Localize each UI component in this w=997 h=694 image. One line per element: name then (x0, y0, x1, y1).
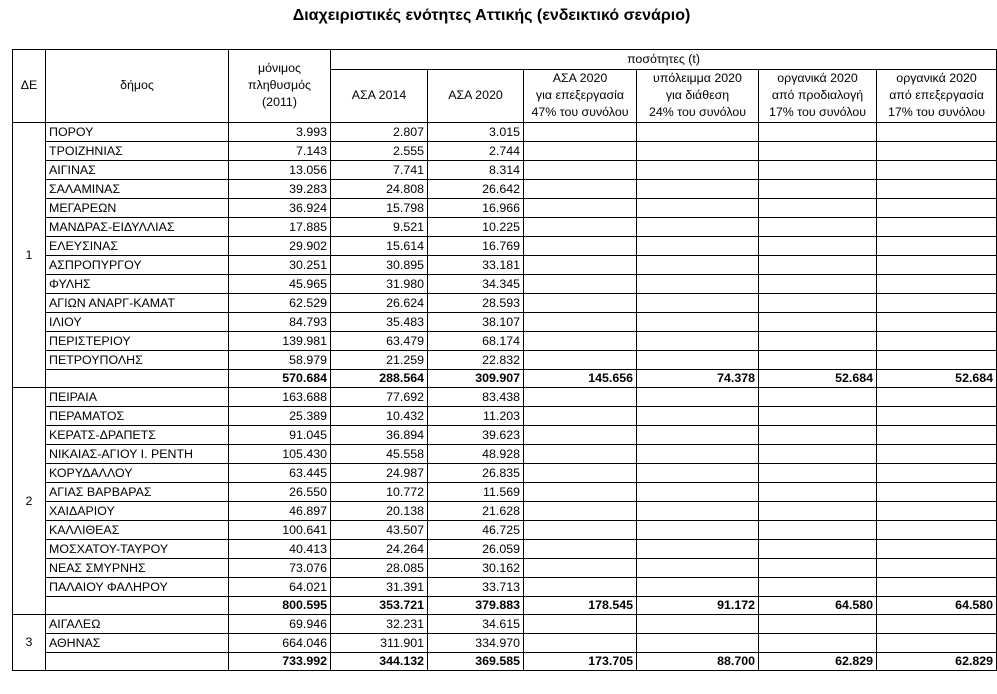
processing-cell (524, 482, 637, 501)
processing-cell (524, 614, 637, 633)
header-asa2020: ΑΣΑ 2020 (428, 70, 524, 123)
organic-processing-cell (877, 633, 997, 652)
asa2020-cell: 16.966 (428, 198, 524, 217)
municipality-name: ΚΕΡΑΤΣ-ΔΡΑΠΕΤΣ (46, 425, 229, 444)
population-cell: 39.283 (229, 179, 331, 198)
total-organic-sorting: 64.580 (759, 596, 877, 614)
total-asa2020: 369.585 (428, 652, 524, 670)
asa2020-cell: 34.345 (428, 274, 524, 293)
header-organic-processing-line: από επεξεργασία (889, 88, 984, 103)
organic-sorting-cell (759, 614, 877, 633)
organic-processing-cell (877, 501, 997, 520)
organic-processing-cell (877, 539, 997, 558)
header-quantities: ποσότητες (t) (331, 50, 997, 70)
asa2020-cell: 22.832 (428, 350, 524, 369)
municipality-name: ΜΟΣΧΑΤΟΥ-ΤΑΥΡΟΥ (46, 539, 229, 558)
asa2020-cell: 46.725 (428, 520, 524, 539)
population-cell: 64.021 (229, 577, 331, 596)
table-row (13, 614, 997, 633)
processing-cell (524, 198, 637, 217)
total-asa2014: 288.564 (331, 369, 428, 387)
total-population: 733.992 (229, 652, 331, 670)
header-processing-line: ΑΣΑ 2020 (552, 71, 608, 85)
organic-processing-cell (877, 425, 997, 444)
table-row (13, 482, 997, 501)
total-population: 570.684 (229, 369, 331, 387)
table-body (13, 122, 997, 670)
processing-cell (524, 501, 637, 520)
population-cell: 17.885 (229, 217, 331, 236)
processing-cell (524, 633, 637, 652)
residual-cell (637, 160, 759, 179)
total-row (13, 369, 997, 387)
organic-sorting-cell (759, 520, 877, 539)
organic-sorting-cell (759, 633, 877, 652)
header-organic-sorting-line: 17% του συνόλου (768, 105, 867, 120)
organic-sorting-cell (759, 274, 877, 293)
total-processing: 173.705 (524, 652, 637, 670)
residual-cell (637, 198, 759, 217)
asa2020-cell: 34.615 (428, 614, 524, 633)
asa2020-cell: 2.744 (428, 141, 524, 160)
municipality-name: ΠΕΙΡΑΙΑ (46, 387, 229, 406)
organic-processing-cell (877, 406, 997, 425)
municipality-name: ΚΑΛΛΙΘΕΑΣ (46, 520, 229, 539)
residual-cell (637, 274, 759, 293)
group-number: 1 (13, 122, 46, 387)
total-organic-processing: 64.580 (877, 596, 997, 614)
asa2020-cell: 26.642 (428, 179, 524, 198)
organic-sorting-cell (759, 350, 877, 369)
header-population (229, 50, 331, 123)
processing-cell (524, 350, 637, 369)
residual-cell (637, 179, 759, 198)
residual-cell (637, 633, 759, 652)
organic-processing-cell (877, 614, 997, 633)
organic-sorting-cell (759, 577, 877, 596)
municipality-name: ΧΑΙΔΑΡΙΟΥ (46, 501, 229, 520)
municipality-name: ΠΟΡΟΥ (46, 122, 229, 141)
population-cell: 7.143 (229, 141, 331, 160)
residual-cell (637, 482, 759, 501)
population-cell: 26.550 (229, 482, 331, 501)
asa2020-cell: 30.162 (428, 558, 524, 577)
asa2014-cell: 20.138 (331, 501, 428, 520)
total-organic-processing: 62.829 (877, 652, 997, 670)
processing-cell (524, 236, 637, 255)
population-cell: 73.076 (229, 558, 331, 577)
table-row (13, 350, 997, 369)
header-organic-sorting-line: οργανικά 2020 (777, 71, 858, 85)
organic-sorting-cell (759, 293, 877, 312)
population-cell: 45.965 (229, 274, 331, 293)
header-population-line: μόνιμος (258, 61, 301, 75)
residual-cell (637, 614, 759, 633)
table-row (13, 444, 997, 463)
asa2014-cell: 26.624 (331, 293, 428, 312)
organic-sorting-cell (759, 160, 877, 179)
processing-cell (524, 539, 637, 558)
asa2014-cell: 24.987 (331, 463, 428, 482)
data-table (12, 49, 997, 671)
organic-processing-cell (877, 482, 997, 501)
header-residual-line: για διάθεση (665, 88, 730, 103)
residual-cell (637, 520, 759, 539)
table-row (13, 122, 997, 141)
header-organic-processing (877, 70, 997, 123)
municipality-name: ΣΑΛΑΜΙΝΑΣ (46, 179, 229, 198)
table-row (13, 331, 997, 350)
processing-cell (524, 217, 637, 236)
organic-processing-cell (877, 122, 997, 141)
municipality-name: ΑΘΗΝΑΣ (46, 633, 229, 652)
organic-sorting-cell (759, 387, 877, 406)
asa2014-cell: 28.085 (331, 558, 428, 577)
residual-cell (637, 463, 759, 482)
total-residual: 91.172 (637, 596, 759, 614)
population-cell: 30.251 (229, 255, 331, 274)
header-processing-line: για επεξεργασία (535, 88, 625, 103)
organic-sorting-cell (759, 141, 877, 160)
asa2014-cell: 10.772 (331, 482, 428, 501)
header-population-line: πληθυσμός (248, 78, 311, 93)
organic-processing-cell (877, 444, 997, 463)
asa2014-cell: 21.259 (331, 350, 428, 369)
total-asa2014: 344.132 (331, 652, 428, 670)
header-organic-processing-line: 17% του συνόλου (888, 105, 986, 120)
municipality-name: ΕΛΕΥΣΙΝΑΣ (46, 236, 229, 255)
population-cell: 36.924 (229, 198, 331, 217)
asa2020-cell: 39.623 (428, 425, 524, 444)
residual-cell (637, 387, 759, 406)
residual-cell (637, 312, 759, 331)
municipality-name: ΑΓΙΩΝ ΑΝΑΡΓ-ΚΑΜΑΤ (46, 293, 229, 312)
organic-processing-cell (877, 236, 997, 255)
asa2014-cell: 32.231 (331, 614, 428, 633)
residual-cell (637, 255, 759, 274)
residual-cell (637, 217, 759, 236)
asa2014-cell: 30.895 (331, 255, 428, 274)
municipality-name: ΜΑΝΔΡΑΣ-ΕΙΔΥΛΛΙΑΣ (46, 217, 229, 236)
processing-cell (524, 444, 637, 463)
total-organic-processing: 52.684 (877, 369, 997, 387)
header-residual (637, 70, 759, 123)
table-row (13, 236, 997, 255)
population-cell: 40.413 (229, 539, 331, 558)
population-cell: 139.981 (229, 331, 331, 350)
population-cell: 58.979 (229, 350, 331, 369)
municipality-name: ΠΑΛΑΙΟΥ ΦΑΛΗΡΟΥ (46, 577, 229, 596)
table-row (13, 463, 997, 482)
asa2014-cell: 15.614 (331, 236, 428, 255)
population-cell: 69.946 (229, 614, 331, 633)
population-cell: 13.056 (229, 160, 331, 179)
residual-cell (637, 122, 759, 141)
population-cell: 29.902 (229, 236, 331, 255)
organic-sorting-cell (759, 255, 877, 274)
asa2014-cell: 2.555 (331, 141, 428, 160)
table-row (13, 312, 997, 331)
population-cell: 3.993 (229, 122, 331, 141)
processing-cell (524, 425, 637, 444)
residual-cell (637, 331, 759, 350)
organic-sorting-cell (759, 122, 877, 141)
municipality-name: ΠΕΡΙΣΤΕΡΙΟΥ (46, 331, 229, 350)
organic-processing-cell (877, 179, 997, 198)
processing-cell (524, 274, 637, 293)
municipality-name: ΜΕΓΑΡΕΩΝ (46, 198, 229, 217)
residual-cell (637, 577, 759, 596)
asa2020-cell: 3.015 (428, 122, 524, 141)
table-row (13, 255, 997, 274)
asa2020-cell: 83.438 (428, 387, 524, 406)
residual-cell (637, 141, 759, 160)
organic-processing-cell (877, 350, 997, 369)
municipality-name: ΦΥΛΗΣ (46, 274, 229, 293)
asa2014-cell: 311.901 (331, 633, 428, 652)
processing-cell (524, 255, 637, 274)
population-cell: 100.641 (229, 520, 331, 539)
table-row (13, 406, 997, 425)
asa2014-cell: 31.391 (331, 577, 428, 596)
asa2014-cell: 43.507 (331, 520, 428, 539)
asa2014-cell: 45.558 (331, 444, 428, 463)
processing-cell (524, 293, 637, 312)
header-organic-sorting-line: από προδιαλογή (771, 88, 864, 103)
asa2014-cell: 35.483 (331, 312, 428, 331)
organic-sorting-cell (759, 501, 877, 520)
municipality-name: ΑΙΓΙΝΑΣ (46, 160, 229, 179)
page-title: Διαχειριστικές ενότητες Αττικής (ενδεικτικό σενάριο) (292, 7, 691, 24)
total-label-cell (46, 596, 229, 614)
header-dimos: δήμος (46, 50, 229, 123)
organic-sorting-cell (759, 406, 877, 425)
processing-cell (524, 520, 637, 539)
header-de: ΔΕ (13, 50, 46, 123)
total-population: 800.595 (229, 596, 331, 614)
organic-sorting-cell (759, 425, 877, 444)
asa2020-cell: 33.181 (428, 255, 524, 274)
residual-cell (637, 558, 759, 577)
organic-sorting-cell (759, 444, 877, 463)
total-organic-sorting: 52.684 (759, 369, 877, 387)
processing-cell (524, 558, 637, 577)
residual-cell (637, 539, 759, 558)
total-label-cell (46, 369, 229, 387)
organic-sorting-cell (759, 482, 877, 501)
asa2020-cell: 26.835 (428, 463, 524, 482)
asa2014-cell: 15.798 (331, 198, 428, 217)
organic-processing-cell (877, 293, 997, 312)
asa2014-cell: 24.264 (331, 539, 428, 558)
header-processing-line: 47% του συνόλου (531, 105, 629, 120)
organic-processing-cell (877, 558, 997, 577)
table-row (13, 160, 997, 179)
asa2014-cell: 36.894 (331, 425, 428, 444)
table-row (13, 425, 997, 444)
population-cell: 105.430 (229, 444, 331, 463)
municipality-name: ΑΓΙΑΣ ΒΑΡΒΑΡΑΣ (46, 482, 229, 501)
residual-cell (637, 444, 759, 463)
asa2014-cell: 77.692 (331, 387, 428, 406)
header-residual-line: 24% του συνόλου (648, 105, 747, 120)
organic-sorting-cell (759, 198, 877, 217)
asa2014-cell: 10.432 (331, 406, 428, 425)
processing-cell (524, 312, 637, 331)
asa2014-cell: 2.807 (331, 122, 428, 141)
header-population-line: (2011) (262, 95, 297, 110)
processing-cell (524, 141, 637, 160)
processing-cell (524, 331, 637, 350)
asa2020-cell: 38.107 (428, 312, 524, 331)
municipality-name: ΝΙΚΑΙΑΣ-ΑΓΙΟΥ Ι. ΡΕΝΤΗ (46, 444, 229, 463)
residual-cell (637, 293, 759, 312)
total-residual: 88.700 (637, 652, 759, 670)
municipality-name: ΠΕΤΡΟΥΠΟΛΗΣ (46, 350, 229, 369)
total-row (13, 652, 997, 670)
asa2020-cell: 33.713 (428, 577, 524, 596)
asa2014-cell: 24.808 (331, 179, 428, 198)
asa2014-cell: 31.980 (331, 274, 428, 293)
organic-sorting-cell (759, 179, 877, 198)
asa2020-cell: 28.593 (428, 293, 524, 312)
table-row (13, 274, 997, 293)
header-processing (524, 70, 637, 123)
population-cell: 664.046 (229, 633, 331, 652)
organic-processing-cell (877, 463, 997, 482)
total-organic-sorting: 62.829 (759, 652, 877, 670)
processing-cell (524, 577, 637, 596)
population-cell: 62.529 (229, 293, 331, 312)
asa2020-cell: 26.059 (428, 539, 524, 558)
header-asa2014: ΑΣΑ 2014 (331, 70, 428, 123)
table-row (13, 179, 997, 198)
asa2020-cell: 68.174 (428, 331, 524, 350)
processing-cell (524, 179, 637, 198)
table-row (13, 217, 997, 236)
total-asa2020: 379.883 (428, 596, 524, 614)
population-cell: 63.445 (229, 463, 331, 482)
table-row (13, 141, 997, 160)
organic-processing-cell (877, 387, 997, 406)
total-label-cell (46, 652, 229, 670)
organic-sorting-cell (759, 217, 877, 236)
asa2020-cell: 48.928 (428, 444, 524, 463)
municipality-name: ΙΛΙΟΥ (46, 312, 229, 331)
organic-processing-cell (877, 577, 997, 596)
total-processing: 145.656 (524, 369, 637, 387)
organic-sorting-cell (759, 236, 877, 255)
total-processing: 178.545 (524, 596, 637, 614)
asa2014-cell: 63.479 (331, 331, 428, 350)
asa2020-cell: 11.203 (428, 406, 524, 425)
table-row (13, 198, 997, 217)
table-row (13, 520, 997, 539)
municipality-name: ΤΡΟΙΖΗΝΙΑΣ (46, 141, 229, 160)
table-row (13, 633, 997, 652)
table-row (13, 387, 997, 406)
organic-processing-cell (877, 312, 997, 331)
organic-sorting-cell (759, 539, 877, 558)
organic-sorting-cell (759, 558, 877, 577)
group-number: 3 (13, 614, 46, 670)
population-cell: 46.897 (229, 501, 331, 520)
group-number: 2 (13, 387, 46, 614)
asa2020-cell: 334.970 (428, 633, 524, 652)
asa2020-cell: 11.569 (428, 482, 524, 501)
processing-cell (524, 463, 637, 482)
organic-processing-cell (877, 255, 997, 274)
processing-cell (524, 406, 637, 425)
table-row (13, 501, 997, 520)
asa2020-cell: 8.314 (428, 160, 524, 179)
organic-processing-cell (877, 198, 997, 217)
table-row (13, 539, 997, 558)
municipality-name: ΚΟΡΥΔΑΛΛΟΥ (46, 463, 229, 482)
table-row (13, 293, 997, 312)
organic-processing-cell (877, 331, 997, 350)
municipality-name: ΠΕΡΑΜΑΤΟΣ (46, 406, 229, 425)
residual-cell (637, 425, 759, 444)
municipality-name: ΑΣΠΡΟΠΥΡΓΟΥ (46, 255, 229, 274)
population-cell: 25.389 (229, 406, 331, 425)
table-row (13, 577, 997, 596)
total-row (13, 596, 997, 614)
residual-cell (637, 501, 759, 520)
population-cell: 91.045 (229, 425, 331, 444)
population-cell: 163.688 (229, 387, 331, 406)
residual-cell (637, 406, 759, 425)
processing-cell (524, 160, 637, 179)
organic-sorting-cell (759, 312, 877, 331)
header-organic-sorting (759, 70, 877, 123)
header-organic-processing-line: οργανικά 2020 (896, 71, 977, 85)
population-cell: 84.793 (229, 312, 331, 331)
organic-sorting-cell (759, 331, 877, 350)
total-asa2020: 309.907 (428, 369, 524, 387)
asa2020-cell: 16.769 (428, 236, 524, 255)
residual-cell (637, 350, 759, 369)
asa2014-cell: 9.521 (331, 217, 428, 236)
processing-cell (524, 122, 637, 141)
organic-processing-cell (877, 141, 997, 160)
total-asa2014: 353.721 (331, 596, 428, 614)
organic-processing-cell (877, 274, 997, 293)
organic-processing-cell (877, 160, 997, 179)
processing-cell (524, 387, 637, 406)
total-residual: 74.378 (637, 369, 759, 387)
asa2020-cell: 21.628 (428, 501, 524, 520)
organic-sorting-cell (759, 463, 877, 482)
municipality-name: ΑΙΓΑΛΕΩ (46, 614, 229, 633)
header-residual-line: υπόλειμμα 2020 (653, 71, 742, 85)
organic-processing-cell (877, 217, 997, 236)
asa2014-cell: 7.741 (331, 160, 428, 179)
organic-processing-cell (877, 520, 997, 539)
table-row (13, 558, 997, 577)
residual-cell (637, 236, 759, 255)
asa2020-cell: 10.225 (428, 217, 524, 236)
municipality-name: ΝΕΑΣ ΣΜΥΡΝΗΣ (46, 558, 229, 577)
